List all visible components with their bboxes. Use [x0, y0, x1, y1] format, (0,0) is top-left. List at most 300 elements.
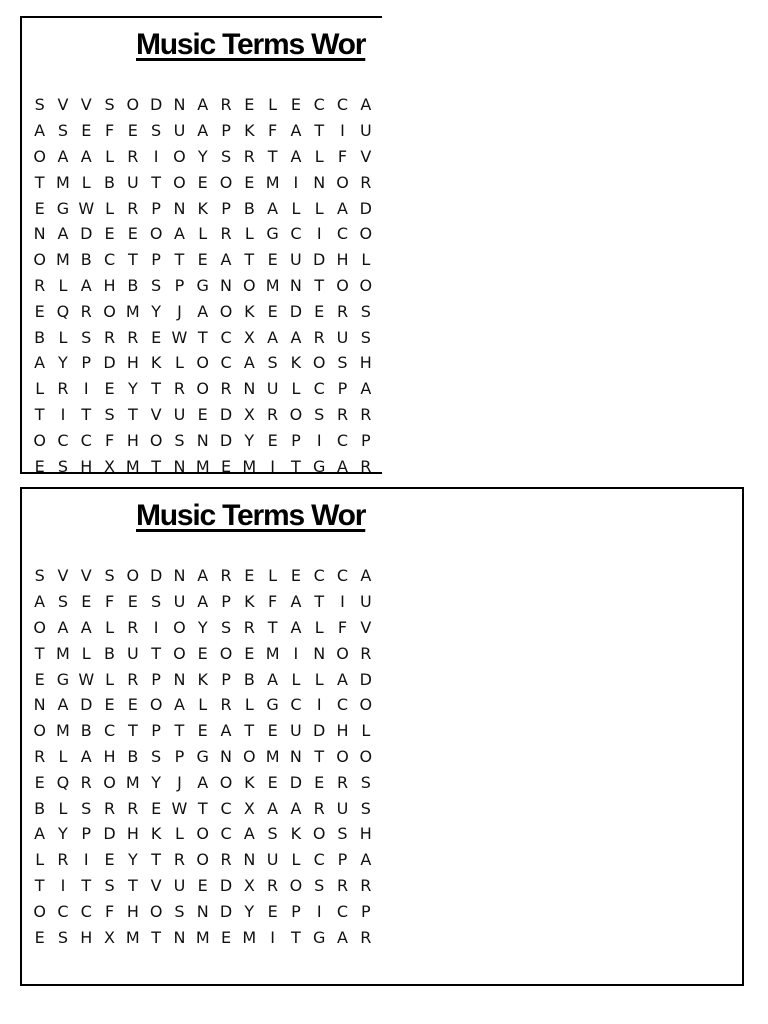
- grid-letter: P: [151, 198, 161, 218]
- grid-letter: F: [337, 617, 348, 637]
- grid-letter: S: [151, 746, 162, 766]
- grid-letter: A: [57, 224, 69, 244]
- grid-letter: K: [197, 198, 208, 218]
- grid-letter: M: [265, 643, 280, 663]
- grid-letter: R: [127, 146, 139, 166]
- grid-letter: G: [313, 927, 326, 944]
- grid-letter: J: [177, 301, 182, 321]
- grid-letter: H: [126, 353, 139, 373]
- grid-letter: A: [267, 327, 279, 347]
- grid-letter: Y: [197, 617, 208, 637]
- grid-letter: H: [126, 824, 139, 844]
- grid-letter: A: [80, 746, 92, 766]
- grid-letter: R: [313, 798, 325, 818]
- grid-letter: B: [80, 250, 92, 270]
- grid-letter: T: [267, 617, 278, 637]
- grid-letter: E: [34, 301, 45, 321]
- grid-letter: O: [359, 275, 373, 295]
- grid-letter: A: [360, 566, 372, 586]
- grid-letter: S: [57, 121, 69, 141]
- grid-letter: Q: [56, 772, 70, 792]
- grid-letter: W: [171, 327, 188, 347]
- grid-letter: O: [173, 643, 186, 663]
- grid-letter: F: [104, 430, 115, 450]
- grid-letter: A: [267, 198, 279, 218]
- grid-letter: O: [336, 643, 349, 663]
- grid-letter: E: [104, 850, 115, 870]
- grid-letter: A: [360, 850, 372, 870]
- grid-letter: H: [359, 353, 372, 373]
- grid-letter: R: [336, 301, 349, 321]
- grid-letter: Y: [151, 301, 162, 321]
- grid-letter: D: [103, 353, 116, 373]
- grid-letter: E: [267, 901, 278, 921]
- grid-letter: N: [220, 746, 232, 766]
- grid-letter: P: [221, 669, 231, 689]
- grid-letter: N: [173, 566, 186, 586]
- grid-letter: K: [197, 669, 208, 689]
- grid-letter: I: [340, 592, 345, 612]
- grid-letter: O: [33, 901, 46, 921]
- grid-letter: N: [196, 430, 209, 450]
- grid-letter: L: [105, 146, 114, 166]
- grid-letter: A: [197, 301, 209, 321]
- grid-letter: R: [80, 301, 92, 321]
- grid-letter: A: [337, 198, 348, 218]
- title-area: [22, 489, 382, 559]
- grid-letter: D: [149, 95, 163, 115]
- grid-letter: O: [33, 617, 46, 637]
- grid-letter: O: [196, 379, 210, 399]
- grid-letter: R: [127, 669, 139, 689]
- grid-letter: A: [57, 695, 69, 715]
- grid-letter: V: [150, 404, 162, 424]
- grid-letter: A: [267, 798, 279, 818]
- grid-letter: R: [267, 875, 279, 895]
- grid-letter: O: [173, 172, 186, 192]
- grid-letter: Y: [244, 901, 255, 921]
- grid-letter: H: [80, 927, 93, 944]
- grid-letter: U: [266, 379, 279, 399]
- grid-letter: L: [105, 617, 114, 637]
- grid-letter: U: [266, 850, 279, 870]
- grid-letter: M: [195, 456, 210, 473]
- grid-letter: E: [220, 456, 232, 473]
- grid-letter: T: [151, 172, 162, 192]
- grid-letter: E: [127, 224, 138, 244]
- grid-letter: R: [220, 695, 232, 715]
- grid-letter: N: [173, 95, 186, 115]
- grid-letter: S: [360, 301, 371, 321]
- grid-letter: T: [151, 643, 162, 663]
- grid-row: [28, 821, 377, 847]
- grid-letter: R: [103, 327, 116, 347]
- grid-letter: U: [173, 592, 186, 612]
- grid-letter: N: [196, 901, 209, 921]
- grid-letter: P: [291, 901, 301, 921]
- grid-letter: B: [127, 746, 139, 766]
- grid-letter: A: [360, 379, 372, 399]
- grid-letter: L: [244, 224, 254, 244]
- grid-letter: H: [80, 456, 93, 473]
- grid-letter: R: [173, 379, 185, 399]
- grid-letter: R: [220, 224, 232, 244]
- grid-letter: L: [58, 798, 68, 818]
- grid-letter: K: [244, 772, 255, 792]
- grid-letter: L: [268, 95, 278, 115]
- grid-letter: R: [127, 327, 139, 347]
- grid-letter: D: [359, 669, 372, 689]
- grid-letter: C: [313, 379, 325, 399]
- grid-letter: I: [293, 643, 299, 663]
- grid-row: [28, 350, 377, 376]
- grid-letter: T: [127, 404, 138, 424]
- grid-letter: X: [243, 404, 255, 424]
- grid-letter: U: [173, 404, 186, 424]
- grid-letter: E: [244, 172, 255, 192]
- grid-letter: L: [174, 353, 184, 373]
- grid-letter: O: [149, 901, 163, 921]
- grid-letter: E: [104, 695, 115, 715]
- grid-row: [28, 221, 377, 247]
- grid-row: [28, 169, 377, 195]
- grid-letter: D: [289, 772, 303, 792]
- grid-letter: T: [151, 379, 162, 399]
- grid-letter: M: [265, 275, 280, 295]
- grid-letter: I: [60, 875, 66, 895]
- grid-letter: M: [265, 746, 280, 766]
- grid-letter: Y: [127, 850, 138, 870]
- grid-letter: Y: [58, 824, 68, 844]
- grid-letter: S: [151, 275, 162, 295]
- grid-letter: A: [267, 669, 279, 689]
- grid-letter: N: [173, 927, 186, 944]
- grid-letter: E: [244, 95, 255, 115]
- grid-letter: E: [220, 927, 232, 944]
- grid-letter: A: [290, 592, 302, 612]
- grid-letter: A: [34, 353, 46, 373]
- grid-letter: G: [266, 695, 279, 715]
- grid-letter: C: [290, 695, 302, 715]
- grid-letter: A: [80, 275, 92, 295]
- grid-letter: U: [359, 121, 372, 141]
- grid-letter: Y: [127, 379, 138, 399]
- grid-letter: A: [290, 617, 302, 637]
- grid-letter: R: [127, 798, 139, 818]
- grid-letter: D: [289, 301, 303, 321]
- grid-letter: S: [104, 566, 115, 586]
- grid-letter: C: [313, 95, 325, 115]
- grid-letter: E: [197, 172, 208, 192]
- grid-letter: M: [125, 456, 140, 473]
- grid-letter: S: [34, 95, 45, 115]
- grid-letter: C: [336, 901, 349, 921]
- grid-letter: M: [195, 927, 210, 944]
- grid-letter: D: [219, 901, 233, 921]
- grid-letter: O: [149, 695, 163, 715]
- grid-letter: E: [290, 566, 301, 586]
- grid-letter: V: [57, 566, 69, 586]
- grid-letter: A: [337, 927, 348, 944]
- grid-letter: S: [174, 430, 185, 450]
- grid-letter: R: [360, 927, 372, 944]
- grid-letter: A: [243, 353, 255, 373]
- grid-letter: V: [360, 617, 372, 637]
- grid-letter: D: [149, 566, 163, 586]
- grid-letter: R: [127, 617, 139, 637]
- grid-letter: I: [340, 121, 345, 141]
- grid-letter: R: [243, 617, 255, 637]
- grid-letter: B: [34, 798, 46, 818]
- grid-row: [28, 873, 377, 899]
- grid-letter: T: [197, 798, 208, 818]
- grid-letter: A: [197, 566, 209, 586]
- grid-letter: E: [314, 301, 325, 321]
- grid-letter: A: [290, 798, 302, 818]
- grid-letter: E: [197, 643, 208, 663]
- grid-row: [28, 615, 377, 641]
- grid-letter: T: [174, 250, 185, 270]
- grid-letter: R: [220, 850, 232, 870]
- grid-letter: N: [289, 275, 302, 295]
- grid-letter: W: [78, 669, 95, 689]
- grid-letter: L: [105, 198, 114, 218]
- grid-letter: T: [314, 275, 325, 295]
- grid-letter: D: [80, 224, 93, 244]
- grid-letter: E: [104, 224, 115, 244]
- grid-letter: T: [151, 927, 162, 944]
- grid-row: [28, 847, 377, 873]
- grid-letter: L: [105, 669, 114, 689]
- grid-letter: T: [244, 721, 255, 741]
- grid-letter: A: [220, 250, 232, 270]
- grid-row: [28, 273, 377, 299]
- grid-letter: S: [104, 95, 115, 115]
- grid-letter: N: [173, 198, 186, 218]
- grid-letter: B: [243, 198, 255, 218]
- grid-letter: O: [33, 721, 46, 741]
- grid-letter: C: [336, 224, 349, 244]
- grid-letter: H: [126, 901, 139, 921]
- grid-row: [28, 640, 377, 666]
- title-area: [22, 18, 382, 88]
- grid-letter: M: [56, 250, 70, 270]
- grid-letter: N: [289, 746, 302, 766]
- grid-letter: U: [173, 875, 186, 895]
- grid-letter: B: [127, 275, 139, 295]
- grid-letter: M: [242, 927, 257, 944]
- grid-letter: A: [173, 224, 185, 244]
- grid-letter: U: [290, 721, 302, 741]
- grid-letter: U: [336, 798, 349, 818]
- grid-letter: Y: [197, 146, 208, 166]
- grid-letter: O: [312, 824, 326, 844]
- grid-letter: E: [197, 721, 208, 741]
- grid-letter: E: [267, 721, 278, 741]
- grid-letter: T: [34, 643, 45, 663]
- letter-grid: [28, 563, 377, 944]
- grid-letter: E: [34, 669, 45, 689]
- grid-letter: P: [221, 121, 231, 141]
- grid-letter: O: [196, 824, 210, 844]
- grid-letter: S: [151, 121, 162, 141]
- grid-letter: Y: [151, 772, 162, 792]
- grid-letter: K: [290, 353, 302, 373]
- grid-letter: D: [103, 824, 116, 844]
- grid-letter: E: [267, 430, 278, 450]
- grid-letter: F: [268, 592, 278, 612]
- grid-letter: O: [359, 224, 373, 244]
- grid-letter: O: [359, 746, 373, 766]
- grid-letter: R: [360, 456, 372, 473]
- grid-letter: T: [127, 721, 138, 741]
- grid-row: [28, 589, 377, 615]
- grid-letter: R: [80, 772, 92, 792]
- grid-row: [28, 195, 377, 221]
- grid-letter: I: [316, 901, 322, 921]
- grid-letter: F: [268, 121, 278, 141]
- grid-letter: T: [151, 456, 162, 473]
- grid-letter: L: [81, 172, 91, 192]
- grid-letter: O: [173, 617, 186, 637]
- grid-letter: E: [127, 695, 138, 715]
- grid-letter: O: [173, 146, 186, 166]
- grid-letter: O: [149, 430, 163, 450]
- grid-letter: A: [57, 146, 69, 166]
- grid-row: [28, 666, 377, 692]
- grid-letter: O: [312, 353, 326, 373]
- grid-letter: C: [80, 430, 92, 450]
- grid-letter: N: [33, 224, 46, 244]
- grid-letter: E: [197, 875, 208, 895]
- grid-letter: S: [174, 901, 185, 921]
- grid-row: [28, 427, 377, 453]
- grid-letter: H: [359, 824, 372, 844]
- grid-letter: N: [313, 643, 326, 663]
- grid-letter: S: [360, 772, 371, 792]
- grid-letter: E: [290, 95, 301, 115]
- grid-letter: I: [270, 927, 275, 944]
- grid-letter: O: [219, 643, 233, 663]
- grid-letter: I: [316, 224, 322, 244]
- grid-letter: C: [336, 430, 349, 450]
- grid-letter: A: [34, 592, 46, 612]
- grid-letter: R: [57, 379, 69, 399]
- grid-letter: L: [268, 566, 278, 586]
- grid-letter: K: [290, 824, 302, 844]
- grid-letter: P: [174, 746, 185, 766]
- grid-letter: D: [219, 404, 233, 424]
- grid-letter: R: [336, 404, 349, 424]
- grid-letter: P: [360, 430, 371, 450]
- grid-row: [28, 118, 377, 144]
- grid-letter: I: [60, 404, 66, 424]
- grid-letter: M: [56, 721, 70, 741]
- grid-letter: E: [244, 566, 255, 586]
- letter-grid: [28, 92, 377, 473]
- grid-letter: S: [337, 353, 348, 373]
- grid-letter: I: [316, 430, 322, 450]
- grid-letter: T: [127, 250, 138, 270]
- grid-letter: L: [291, 379, 301, 399]
- grid-letter: O: [196, 353, 210, 373]
- grid-letter: R: [243, 146, 255, 166]
- grid-letter: K: [244, 301, 255, 321]
- grid-letter: E: [151, 327, 162, 347]
- grid-letter: L: [361, 250, 371, 270]
- grid-letter: O: [336, 172, 349, 192]
- grid-letter: C: [103, 250, 116, 270]
- grid-letter: S: [314, 875, 325, 895]
- grid-letter: R: [267, 404, 279, 424]
- grid-letter: S: [34, 566, 45, 586]
- grid-letter: S: [57, 927, 69, 944]
- grid-letter: X: [243, 798, 255, 818]
- grid-letter: M: [56, 172, 70, 192]
- grid-letter: X: [104, 927, 116, 944]
- grid-letter: E: [244, 643, 255, 663]
- grid-letter: O: [289, 404, 303, 424]
- grid-letter: S: [104, 404, 115, 424]
- grid-letter: W: [171, 798, 188, 818]
- grid-letter: T: [151, 850, 162, 870]
- grid-letter: T: [81, 404, 92, 424]
- grid-letter: A: [290, 146, 302, 166]
- grid-row: [28, 298, 377, 324]
- grid-letter: U: [126, 643, 139, 663]
- grid-letter: N: [243, 379, 256, 399]
- grid-letter: E: [34, 927, 45, 944]
- grid-row: [28, 924, 377, 944]
- grid-letter: R: [360, 172, 372, 192]
- grid-letter: M: [265, 172, 280, 192]
- grid-letter: P: [174, 275, 185, 295]
- grid-letter: E: [34, 456, 45, 473]
- grid-letter: G: [56, 198, 70, 218]
- grid-letter: T: [127, 875, 138, 895]
- grid-letter: X: [243, 327, 255, 347]
- worksheet-title: Music Terms Wor: [136, 28, 366, 61]
- grid-row: [28, 744, 377, 770]
- grid-letter: S: [267, 824, 278, 844]
- grid-letter: V: [80, 566, 92, 586]
- grid-letter: P: [291, 430, 301, 450]
- grid-letter: G: [196, 746, 209, 766]
- grid-letter: O: [33, 146, 46, 166]
- grid-letter: K: [150, 353, 162, 373]
- grid-letter: I: [270, 456, 275, 473]
- grid-letter: H: [103, 746, 116, 766]
- grid-letter: R: [313, 327, 325, 347]
- grid-letter: D: [219, 430, 233, 450]
- grid-letter: O: [33, 250, 46, 270]
- grid-letter: E: [197, 404, 208, 424]
- grid-letter: U: [173, 121, 186, 141]
- grid-letter: K: [244, 121, 255, 141]
- grid-letter: A: [173, 695, 185, 715]
- grid-letter: O: [103, 772, 116, 792]
- grid-letter: S: [57, 456, 69, 473]
- grid-row: [28, 247, 377, 273]
- grid-letter: L: [244, 695, 254, 715]
- grid-letter: H: [126, 430, 139, 450]
- grid-letter: R: [220, 566, 232, 586]
- grid-letter: B: [104, 643, 116, 663]
- grid-letter: O: [219, 772, 233, 792]
- grid-letter: L: [291, 850, 301, 870]
- grid-letter: O: [126, 95, 140, 115]
- grid-letter: C: [336, 695, 349, 715]
